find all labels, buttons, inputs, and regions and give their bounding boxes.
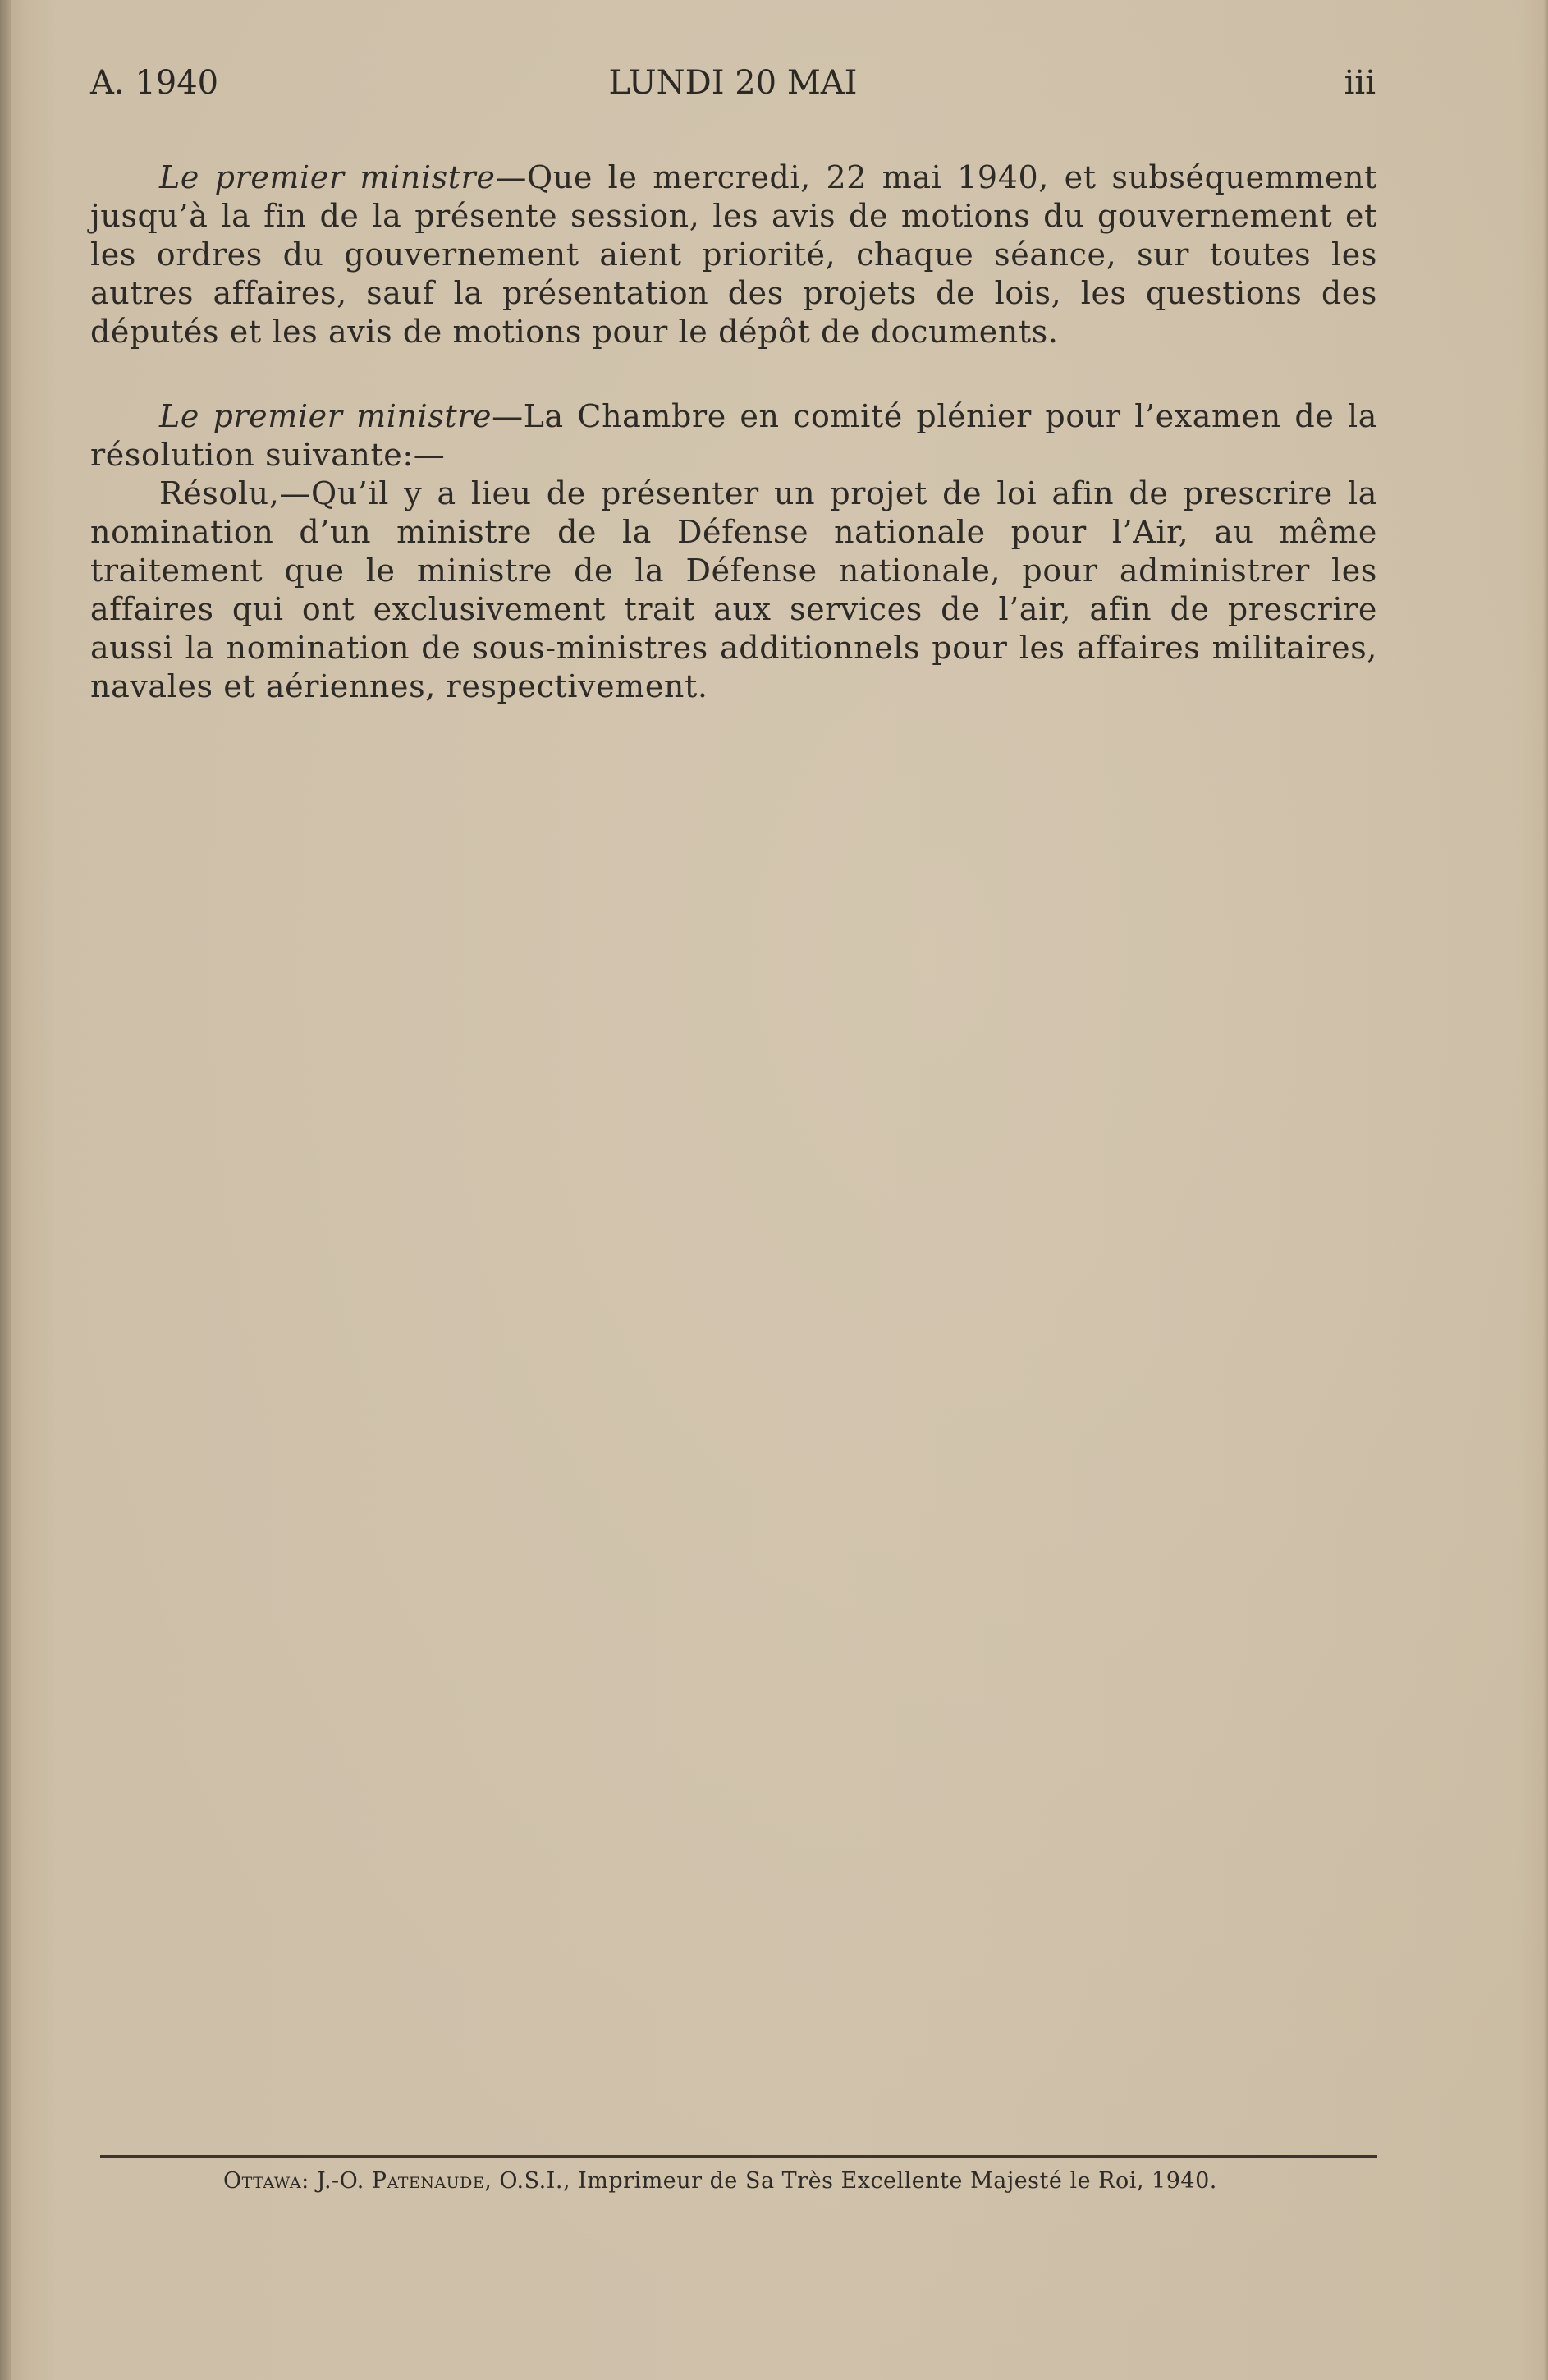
resolution-text: Résolu,—Qu’il y a lieu de présenter un projet de loi afin de prescrire la nomination d’un ministre de la Défense nationale pour l’Air, au même traitement que le ministre de la Défense nationale, pour administrer les affaires qui ont exclusivement trait aux services de l’air, afin de prescrire aussi la nomination de sous-ministres additionnels pour les affaires militaires, navales et aériennes, respectivement. <box>90 475 1377 704</box>
motion-text: —La Chambre en comité plénier pour l’examen de la résolution suivante:— <box>90 398 1377 473</box>
motion-text: —Que le mercredi, 22 mai 1940, et subséquemment jusqu’à la fin de la présente session, les avis de motions du gouvernement et les ordres du gouvernement aient priorité, chaque séance, sur toutes les autres affaires, sauf la présentation des projets de lois, les questions des députés et les avis de motions pour le dépôt de documents. <box>90 159 1377 350</box>
motion-speaker: Le premier ministre <box>159 398 492 434</box>
motion-committee-resolution <box>90 397 1377 706</box>
motion-paragraph <box>90 397 1377 475</box>
motion-paragraph <box>90 158 1377 351</box>
footer-rule <box>100 2155 1377 2158</box>
header-session-year: A. 1940 <box>90 64 219 102</box>
header-page-number: iii <box>1344 64 1376 102</box>
imprint-rest: , O.S.I., Imprimeur de Sa Très Excellente Majesté le Roi, 1940. <box>484 2168 1217 2194</box>
resolution-paragraph <box>90 475 1377 706</box>
imprint-separator: : <box>301 2168 317 2194</box>
page-right-edge <box>1543 0 1548 2380</box>
motion-priority-orders <box>90 158 1377 351</box>
running-head <box>90 64 1376 105</box>
imprint-printer: J.-O. Patenaude <box>316 2168 485 2194</box>
imprint-city: Ottawa <box>223 2168 302 2194</box>
page-left-edge <box>0 0 11 2380</box>
header-date: LUNDI 20 MAI <box>608 64 858 102</box>
printer-imprint <box>223 2168 1217 2194</box>
motion-speaker: Le premier ministre <box>159 159 496 195</box>
